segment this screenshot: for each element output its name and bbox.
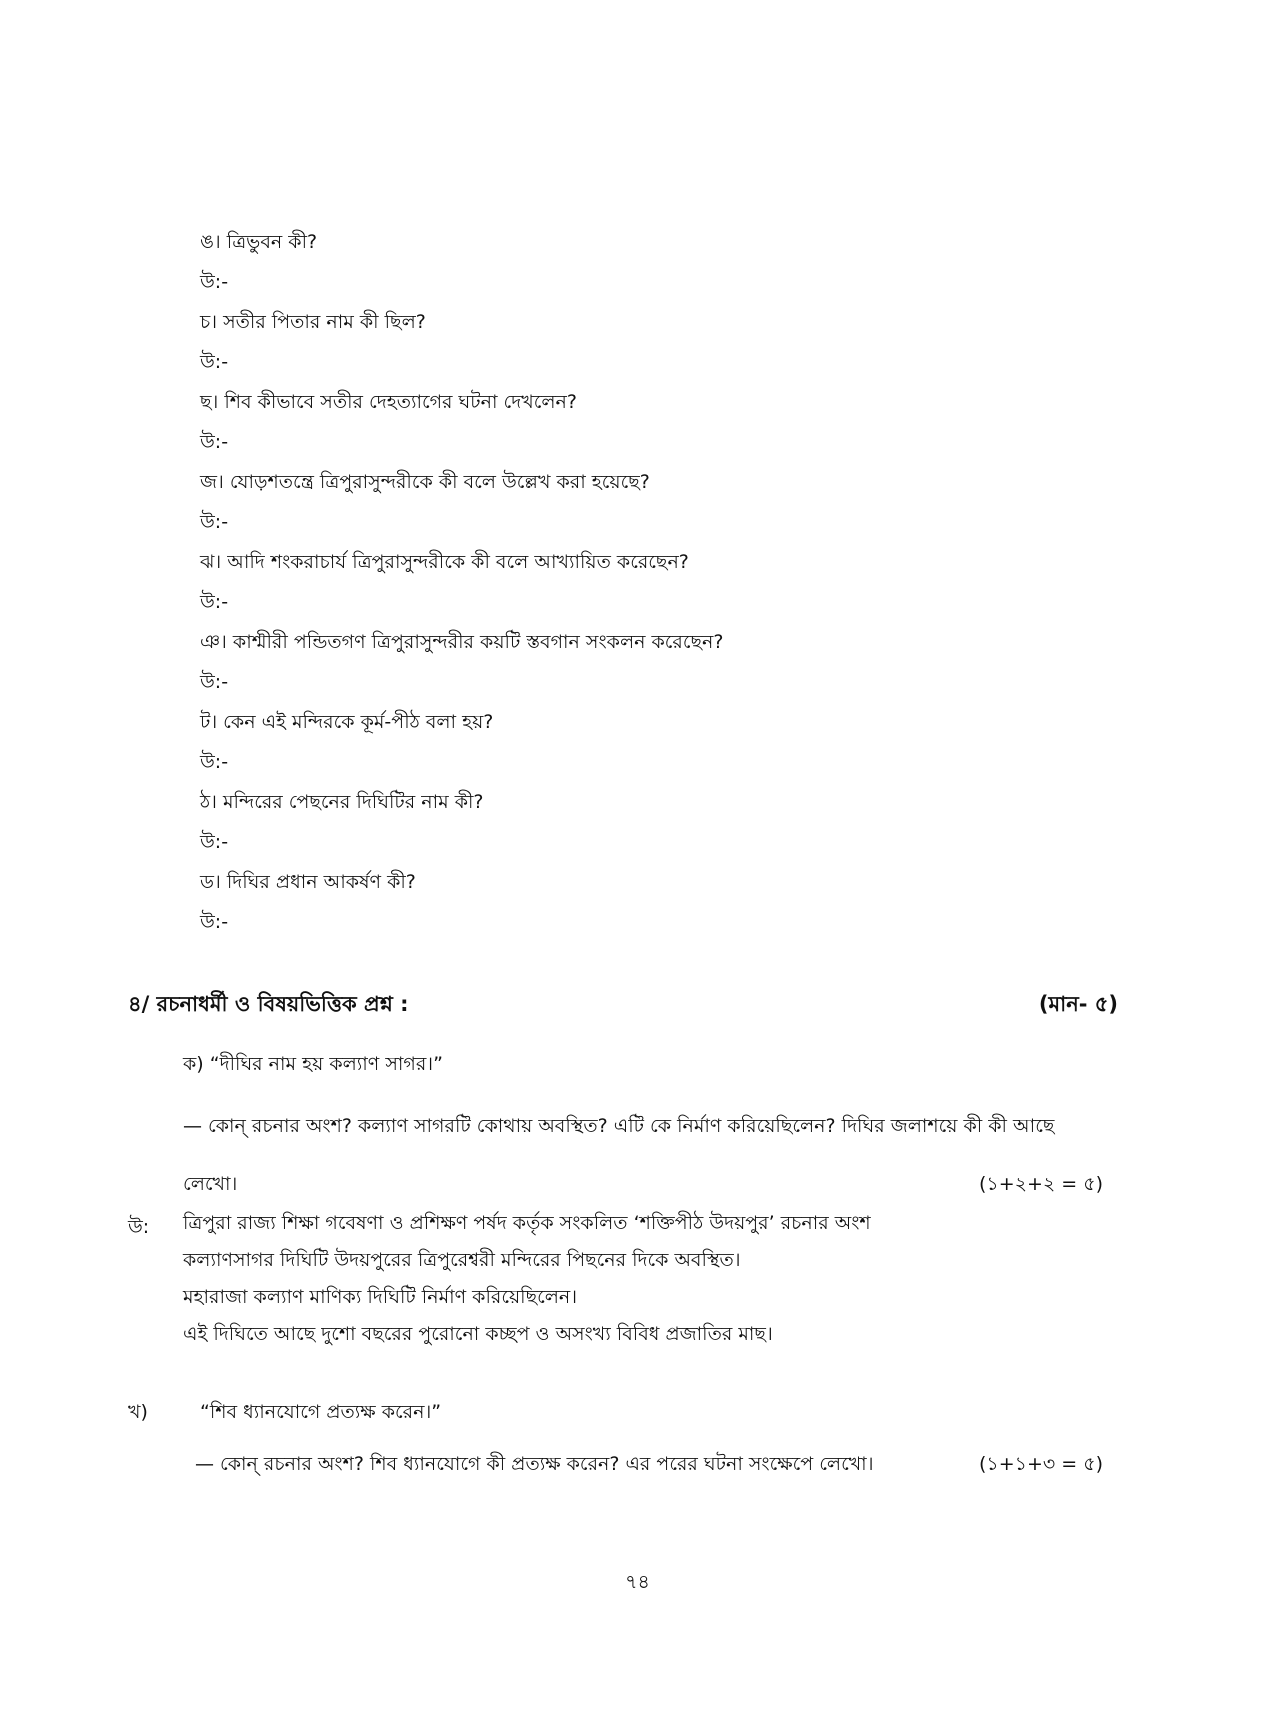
question-kha-marks: (১+১+৩ = ৫) [978, 1453, 1103, 1475]
section-heading [128, 988, 1118, 1023]
page-number: ৭৪ [625, 1571, 650, 1593]
answer-ka-label: উ: [128, 1216, 150, 1238]
section-title: ৪/ রচনাধর্মী ও বিষয়ভিত্তিক প্রশ্ন : [128, 992, 409, 1016]
answer-label: উ:- [200, 511, 229, 533]
question-nga: ঙ। ত্রিভুবন কী? [200, 231, 318, 253]
question-ka-line1: — কোন্ রচনার অংশ? কল্যাণ সাগরটি কোথায় অবস্থিত? এটি কে নির্মাণ করিয়েছিলেন? দিঘির জলাশয়ে কী কী আছে [183, 1115, 1055, 1137]
answer-line: ত্রিপুরা রাজ্য শিক্ষা গবেষণা ও প্রশিক্ষণ পর্ষদ কর্তৃক সংকলিত ‘শক্তিপীঠ উদয়পুর’ রচনার অংশ [183, 1212, 871, 1234]
question-tha: ঠ। মন্দিরের পেছনের দিঘিটির নাম কী? [200, 791, 484, 813]
section-marks: (মান- ৫) [1038, 992, 1118, 1016]
question-ka-marks: (১+২+২ = ৫) [978, 1173, 1103, 1195]
question-kha-quote: “শিব ধ্যানযোগে প্রত্যক্ষ করেন।” [200, 1401, 442, 1423]
answer-ka-block [183, 1205, 1103, 1353]
answer-line: এই দিঘিতে আছে দুশো বছরের পুরোনো কচ্ছপ ও অসংখ্য বিবিধ প্রজাতির মাছ। [183, 1323, 773, 1345]
question-ta: ট। কেন এই মন্দিরকে কূর্ম-পীঠ বলা হয়? [200, 711, 494, 733]
answer-label: উ:- [200, 431, 229, 453]
answer-label: উ:- [200, 351, 229, 373]
short-question-list [200, 222, 1100, 942]
question-ka-line2: লেখো। [183, 1173, 238, 1195]
answer-label: উ:- [200, 911, 229, 933]
question-chha: ছ। শিব কীভাবে সতীর দেহত্যাগের ঘটনা দেখলেন? [200, 391, 577, 413]
question-ja: জ। যোড়শতন্ত্রে ত্রিপুরাসুন্দরীকে কী বলে উল্লেখ করা হয়েছে? [200, 471, 650, 493]
question-jha: ঝ। আদি শংকরাচার্য ত্রিপুরাসুন্দরীকে কী বলে আখ্যায়িত করেছেন? [200, 551, 689, 573]
question-cha: চ। সতীর পিতার নাম কী ছিল? [200, 311, 426, 333]
answer-label: উ:- [200, 831, 229, 853]
question-da: ড। দিঘির প্রধান আকর্ষণ কী? [200, 871, 416, 893]
answer-line: কল্যাণসাগর দিঘিটি উদয়পুরের ত্রিপুরেশ্বরী মন্দিরের পিছনের দিকে অবস্থিত। [183, 1249, 741, 1271]
question-kha-text: — কোন্ রচনার অংশ? শিব ধ্যানযোগে কী প্রত্যক্ষ করেন? এর পরের ঘটনা সংক্ষেপে লেখো। [195, 1453, 874, 1475]
question-ka-quote: ক) “দীঘির নাম হয় কল্যাণ সাগর।” [183, 1053, 443, 1075]
answer-label: উ:- [200, 591, 229, 613]
question-kha-label: খ) [128, 1401, 148, 1423]
answer-label: উ:- [200, 671, 229, 693]
answer-line: মহারাজা কল্যাণ মাণিক্য দিঘিটি নির্মাণ করিয়েছিলেন। [183, 1286, 578, 1308]
answer-label: উ:- [200, 271, 229, 293]
answer-label: উ:- [200, 751, 229, 773]
question-nya: ঞ। কাশ্মীরী পন্ডিতগণ ত্রিপুরাসুন্দরীর কয়টি স্তবগান সংকলন করেছেন? [200, 631, 724, 653]
